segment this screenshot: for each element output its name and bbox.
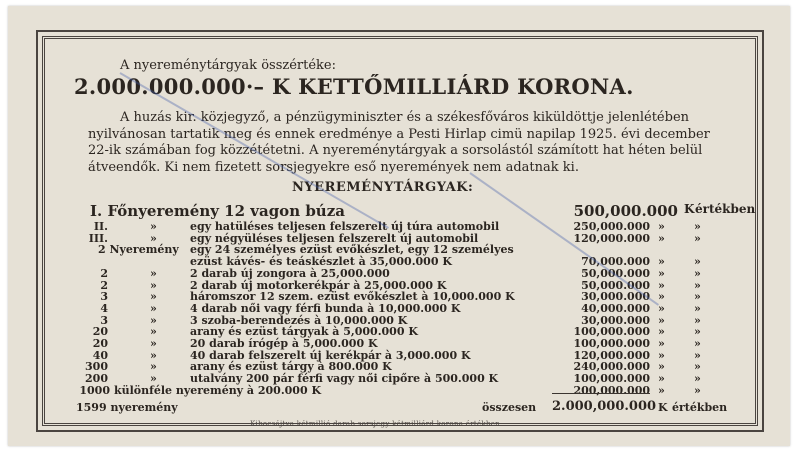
prize-value: 70,000.000 [581,255,650,269]
ditto-mark: » [150,348,157,362]
prize-description: 2 darab új zongora à 25,000.000 [190,266,390,280]
ditto-mark: » [150,290,157,304]
total-value-title: 2.000.000.000·– K KETTŐMILLIÁRD KORONA. [74,74,634,99]
unit-ditto: » [658,266,665,280]
prize-description: arany és ezüst tárgy à 800.000 K [190,360,392,374]
prize-description: háromszor 12 szem. ezüst evőkészlet à 10,000.000 K [190,290,515,304]
prize-value: 50,000.000 [581,266,650,280]
prize-description: egy négyüléses teljesen felszerelt új automobil [190,231,479,245]
ditto-mark: » [150,337,157,350]
ditto-mark: » [150,325,157,339]
unit-ditto: » [658,360,665,374]
prize-value: 120,000.000 [573,231,650,245]
prize-value: 200,000.000 [573,383,650,397]
unit-ditto: » [658,301,665,315]
draw-conditions-paragraph [88,110,728,176]
prize-description: 20 darab írógép à 5,000.000 K [190,337,378,350]
suffix-ditto: » [694,278,701,292]
prize-description: 2 darab új motorkerékpár à 25,000.000 K [190,278,447,292]
suffix-ditto: » [694,313,701,327]
unit-ditto: » [658,383,665,397]
ditto-mark: » [150,313,157,327]
totals-unit: K [658,401,668,414]
prize-count: 2 [100,278,108,292]
prize-value: 40,000.000 [581,301,650,315]
unit-ditto: » [658,325,665,339]
prize-count: 2 [100,266,108,280]
prize-count: 20 [92,325,108,339]
prize-count: III. [88,231,108,245]
prize-description: 4 darab női vagy férfi bunda à 10,000.000 K [190,301,461,315]
first-prize-unit: K [684,202,695,216]
ditto-mark: » [150,372,157,386]
prize-value: 50,000.000 [581,278,650,292]
unit-ditto: » [658,348,665,362]
suffix-ditto: » [694,301,701,315]
unit-ditto: » [658,313,665,327]
prize-description: utalvány 200 pár férfi vagy női cipőre à 500.000 K [190,372,499,386]
unit-ditto: » [658,278,665,292]
prize-value: 30,000.000 [581,290,650,304]
suffix-ditto: » [694,255,701,269]
ditto-mark: » [150,266,157,280]
unit-ditto: » [658,255,665,269]
suffix-ditto: » [694,383,701,397]
suffix-ditto: » [694,325,701,339]
prize-description: ezüst kávés- és teáskészlet à 35,000.000 K [190,255,452,269]
first-prize-value: 500,000.000 [573,202,678,220]
prize-count: 4 [100,301,108,315]
prize-value: 120,000.000 [573,348,650,362]
ditto-mark: » [150,278,157,292]
unit-ditto: » [658,337,665,350]
unit-ditto: » [658,220,665,233]
prize-count: 3 [100,290,108,304]
suffix-ditto: » [694,348,701,362]
totals-suffix: értékben [672,401,728,414]
prize-count: 3 [100,313,108,327]
unit-ditto: » [658,372,665,386]
first-prize-label: I. Főnyeremény 12 vagon búza [90,202,345,220]
suffix-ditto: » [694,337,701,350]
ditto-mark: » [150,360,157,374]
suffix-ditto: » [694,220,701,233]
prize-count: 200 [85,372,108,386]
paragraph-line: A huzás kir. közjegyző, a pénzügyminiszter és a székesfőváros kiküldöttje jelenlétében [120,110,690,125]
prize-value: 100,000.000 [573,337,650,350]
suffix-ditto: » [694,231,701,245]
suffix-ditto: » [694,372,701,386]
prize-count-total: 1599 nyeremény [76,401,178,414]
unit-ditto: » [658,231,665,245]
prize-description: különféle nyeremény à 200.000 K [114,383,322,397]
total-value-caption: A nyereménytárgyak összértéke: [120,58,336,73]
paragraph-line: nyilvánosan tartatik meg és ennek eredménye a Pesti Hirlap cimü napilap 1925. évi december [88,126,710,142]
issue-footnote: Kibocsájtva kétmillió darab sorsjegy kétmilliárd korona értékben. [250,420,503,428]
prize-value: 250,000.000 [573,220,650,233]
prize-count: 300 [85,360,108,374]
prize-count: II. [93,220,108,233]
suffix-ditto: » [694,266,701,280]
totals-label: összesen [482,401,537,414]
first-prize-suffix: értékben [695,202,756,216]
totals-value: 2.000,000.000 [552,399,657,414]
suffix-ditto: » [694,360,701,374]
ditto-mark: » [150,301,157,315]
prize-description: egy 24 személyes ezüst evőkészlet, egy 12 személyes [190,243,514,257]
prize-count: 2 Nyeremény [98,243,179,257]
suffix-ditto: » [694,290,701,304]
sum-rule [552,393,650,394]
prize-description: arany és ezüst tárgyak à 5,000.000 K [190,325,418,339]
prize-value: 30,000.000 [581,313,650,327]
prizes-heading: NYEREMÉNYTÁRGYAK: [292,180,474,195]
ditto-mark: » [150,231,157,245]
unit-ditto: » [658,290,665,304]
prize-value: 100,000.000 [573,325,650,339]
paragraph-line: 22-ik számában fog közzététetni. A nyereménytárgyak a sorsolástól számított hat héten belül [88,143,703,158]
prize-count: 40 [92,348,108,362]
ditto-mark: » [150,220,157,233]
paragraph-line: átveendők. Ki nem fizetett sorsjegyekre eső nyeremények nem adatnak ki. [88,159,579,175]
prize-description: egy hatüléses teljesen felszerelt új túra automobil [190,220,500,233]
prize-description: 40 darab felszerelt új kerékpár à 3,000.000 K [190,348,471,362]
prize-count: 1000 [79,383,110,397]
prize-count: 20 [92,337,108,350]
prize-value: 100,000.000 [573,372,650,386]
prize-description: 3 szoba-berendezés à 10,000.000 K [190,313,408,327]
prize-value: 240,000.000 [573,360,650,374]
